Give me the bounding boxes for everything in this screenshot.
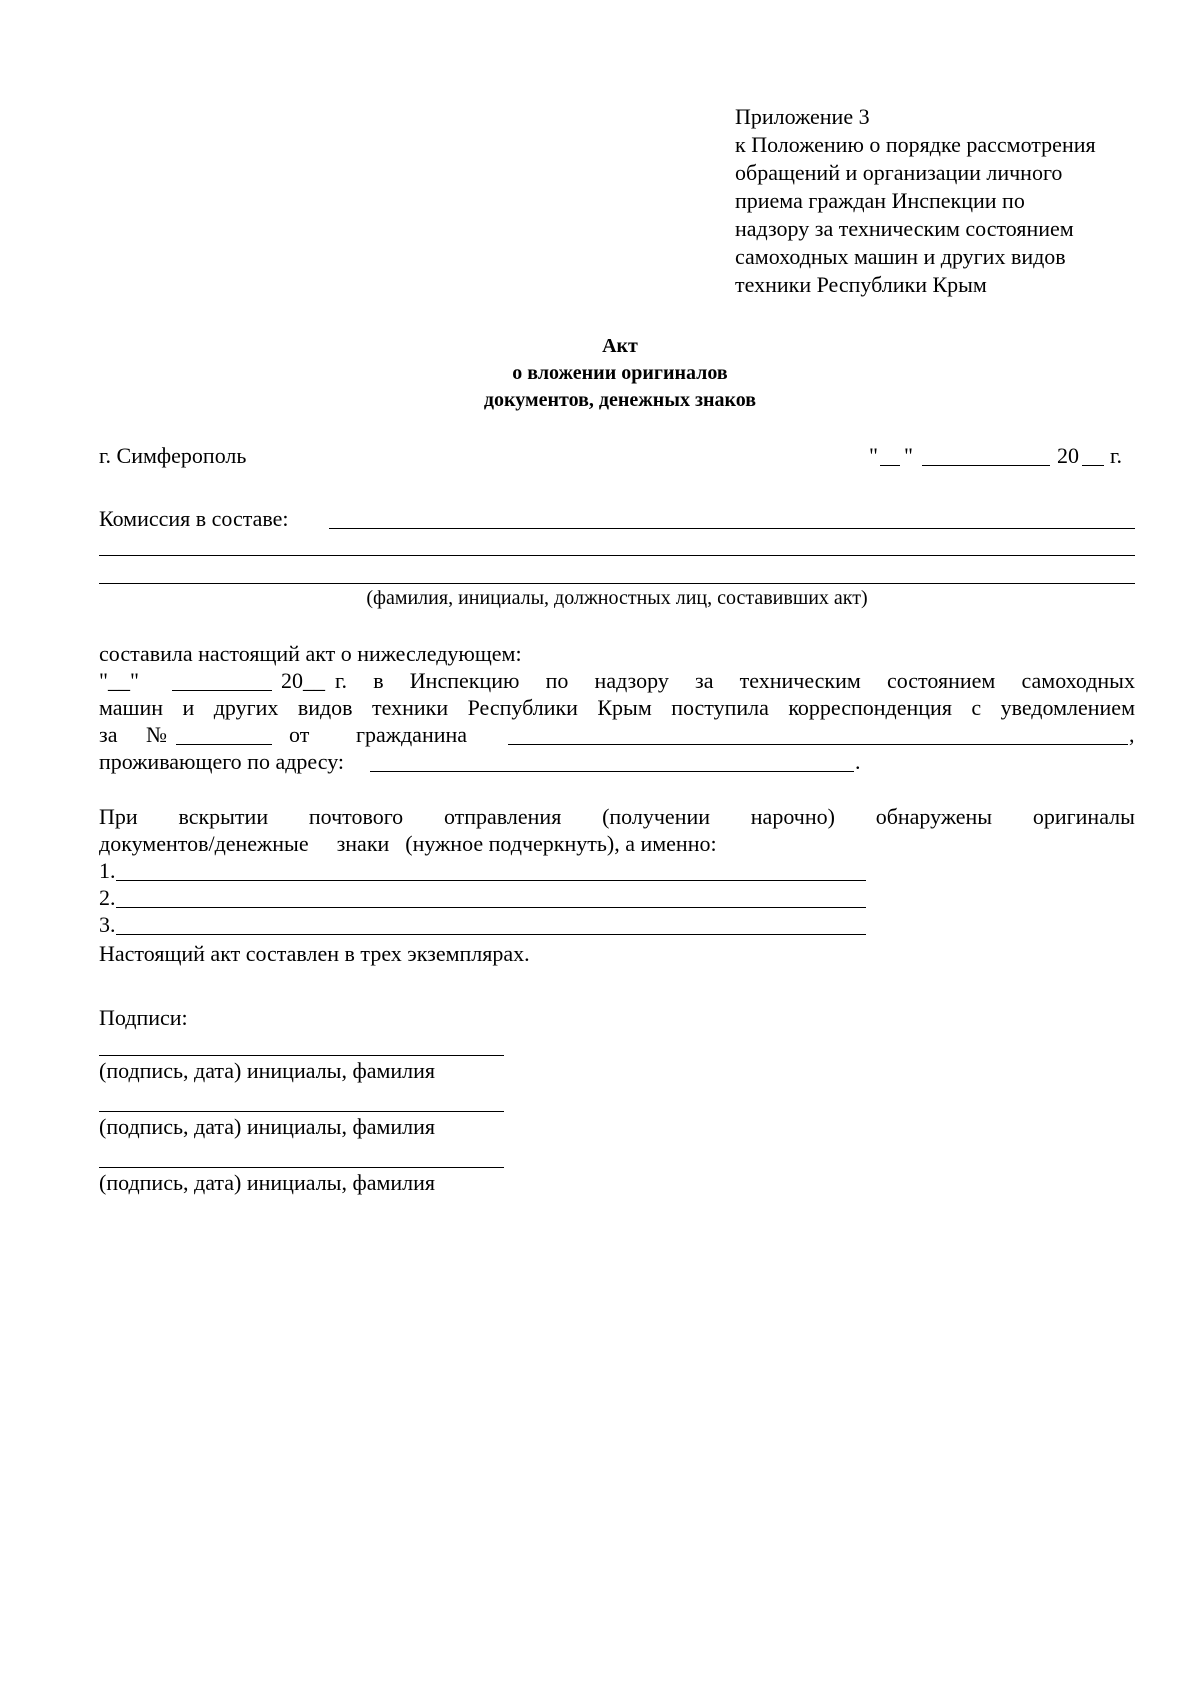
item-number: 1.: [99, 858, 116, 883]
item-number: 3.: [99, 912, 116, 937]
word: Инспекцию: [409, 668, 520, 693]
comma: ,: [1129, 722, 1135, 747]
month-blank[interactable]: [922, 465, 1050, 466]
copies-note: Настоящий акт составлен в трех экземплярах.: [99, 941, 530, 966]
period: .: [855, 749, 861, 774]
word: за: [695, 668, 714, 693]
signature-caption: (подпись, дата) инициалы, фамилия: [99, 1114, 436, 1139]
word: машин: [99, 695, 164, 720]
signature-caption: (подпись, дата) инициалы, фамилия: [99, 1058, 436, 1083]
item-blank[interactable]: [116, 907, 866, 908]
signature-caption: (подпись, дата) инициалы, фамилия: [99, 1170, 436, 1195]
notice-number-blank[interactable]: [176, 744, 272, 745]
appendix-line: приема граждан Инспекции по: [735, 188, 1025, 213]
word: состоянием: [886, 668, 996, 693]
address-blank[interactable]: [370, 771, 854, 772]
word: документов/денежные: [99, 831, 309, 856]
appendix-line: к Положению о порядке рассмотрения: [735, 132, 1096, 157]
word: самоходных: [1021, 668, 1135, 693]
word: (нужное подчеркнуть), а именно:: [405, 831, 717, 856]
word: корреспонденция: [788, 695, 952, 720]
signature-line[interactable]: [99, 1055, 504, 1056]
document-subtitle: документов, денежных знаков: [483, 389, 757, 411]
item-number: 2.: [99, 885, 116, 910]
body-row: [335, 667, 1135, 695]
opening-row: [99, 803, 1135, 831]
commission-label: Комиссия в составе:: [99, 506, 289, 531]
word: по: [545, 668, 569, 693]
year-prefix: 20: [1057, 443, 1079, 468]
word: обнаружены: [875, 804, 993, 829]
appendix-line: обращений и организации личного: [735, 160, 1063, 185]
word: вскрытии: [178, 804, 269, 829]
signature-line[interactable]: [99, 1111, 504, 1112]
number-sign: №: [146, 722, 167, 747]
year-blank[interactable]: [1082, 465, 1104, 466]
signatures-label: Подписи:: [99, 1005, 188, 1030]
word-citizen: гражданина: [356, 722, 468, 747]
word: (получении: [602, 804, 711, 829]
place: г. Симферополь: [99, 443, 247, 468]
word: с: [971, 695, 982, 720]
date-quote-open: ": [869, 443, 878, 468]
word: техническим: [739, 668, 861, 693]
opening-row-2: [99, 830, 717, 858]
word: отправления: [443, 804, 562, 829]
word: и: [182, 695, 195, 720]
word: Республики: [467, 695, 578, 720]
receipt-month-blank[interactable]: [172, 690, 272, 691]
body-row: [99, 694, 1135, 722]
date-quote: "__": [99, 668, 139, 693]
word: При: [99, 804, 138, 829]
item-blank[interactable]: [116, 880, 866, 881]
intro-text: составила настоящий акт о нижеследующем:: [99, 641, 522, 666]
commission-line[interactable]: [329, 528, 1135, 529]
signature-line[interactable]: [99, 1167, 504, 1168]
document-subtitle: о вложении оригиналов: [512, 362, 728, 384]
appendix-line: надзору за техническим состоянием: [735, 216, 1074, 241]
word: видов: [297, 695, 353, 720]
year-suffix: г.: [1110, 443, 1123, 468]
word: в: [373, 668, 384, 693]
receipt-year: 20__: [281, 668, 325, 693]
item-blank[interactable]: [116, 934, 866, 935]
word: знаки: [336, 831, 390, 856]
word-za: за: [99, 722, 118, 747]
appendix-line: Приложение 3: [735, 104, 870, 129]
word: Крым: [597, 695, 652, 720]
word: других: [213, 695, 279, 720]
word: техники: [372, 695, 449, 720]
citizen-name-blank[interactable]: [508, 744, 1128, 745]
word: уведомлением: [1000, 695, 1135, 720]
appendix-line: самоходных машин и других видов: [735, 244, 1066, 269]
appendix-line: техники Республики Крым: [735, 272, 987, 297]
word: нарочно): [750, 804, 835, 829]
commission-caption: (фамилия, инициалы, должностных лиц, составивших акт): [366, 587, 868, 609]
word: поступила: [671, 695, 769, 720]
document-title: Акт: [602, 335, 638, 357]
commission-line[interactable]: [99, 555, 1135, 556]
word: надзору: [594, 668, 669, 693]
word: оригиналы: [1032, 804, 1135, 829]
address-label: проживающего по адресу:: [99, 749, 345, 774]
word: почтового: [308, 804, 404, 829]
word-ot: от: [289, 722, 310, 747]
word: г.: [335, 668, 348, 693]
date-quote-close: ": [904, 443, 913, 468]
day-blank[interactable]: [880, 465, 900, 466]
